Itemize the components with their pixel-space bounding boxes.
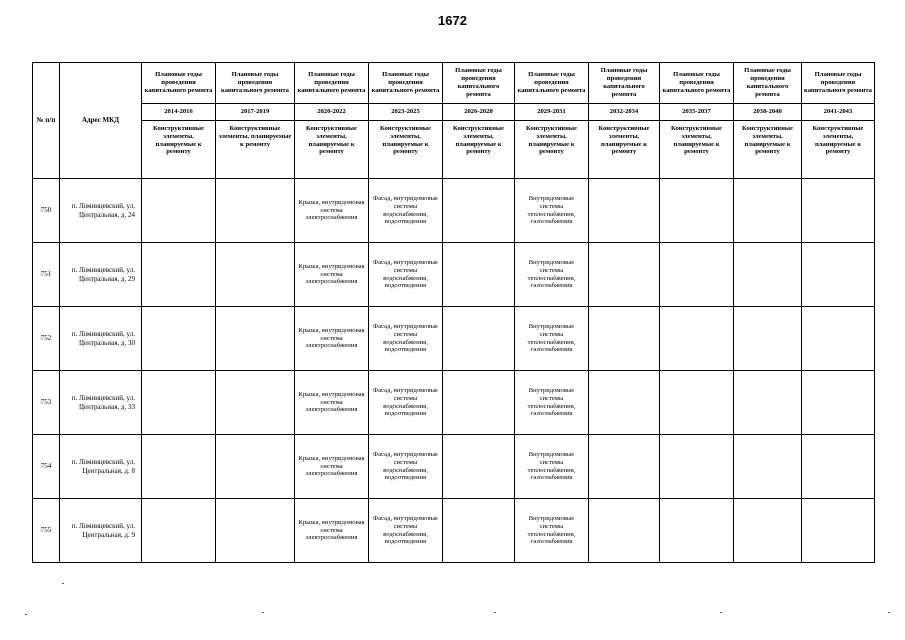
repair-cell — [660, 499, 734, 563]
period-years: 2017-2019 — [216, 104, 295, 121]
period-subheader: Конструктивные элементы, планируемые к ремонту — [142, 121, 216, 179]
repair-cell: Фасад, внутридомовые системы водоснабжения, водоотведения — [369, 499, 443, 563]
repair-cell — [589, 179, 660, 243]
period-header: Плановые годы проведения капитального ремонта — [802, 63, 875, 104]
repair-cell — [216, 179, 295, 243]
period-subheader: Конструктивные элементы, планируемые к ремонту — [443, 121, 515, 179]
table-header — [33, 63, 875, 179]
period-header: Плановые годы проведения капитального ремонта — [216, 63, 295, 104]
period-header: Плановые годы проведения капитального ремонта — [443, 63, 515, 104]
repair-cell — [660, 371, 734, 435]
repair-cell — [660, 435, 734, 499]
repair-cell: Фасад, внутридомовые системы водоснабжения, водоотведения — [369, 179, 443, 243]
repair-cell: Крыша, внутридомовая система электроснабжения — [295, 499, 369, 563]
repair-cell — [142, 243, 216, 307]
repair-cell — [142, 499, 216, 563]
period-subheader: Конструктивные элементы, планируемые к ремонту — [295, 121, 369, 179]
repair-cell — [734, 243, 802, 307]
period-years: 2035-2037 — [660, 104, 734, 121]
repair-cell: Внутридомовые системы теплоснабжения, газоснабжения — [515, 243, 589, 307]
repair-cell: Внутридомовые системы теплоснабжения, газоснабжения — [515, 307, 589, 371]
repair-cell — [734, 435, 802, 499]
repair-cell — [142, 307, 216, 371]
repair-cell — [802, 499, 875, 563]
repair-cell — [802, 371, 875, 435]
table-row — [33, 243, 875, 307]
repair-cell — [802, 435, 875, 499]
repair-cell: Фасад, внутридомовые системы водоснабжения, водоотведения — [369, 435, 443, 499]
repair-cell — [216, 435, 295, 499]
period-subheader: Конструктивные элементы, планируемые к ремонту — [369, 121, 443, 179]
repair-cell: Фасад, внутридомовые системы водоснабжения, водоотведения — [369, 371, 443, 435]
table-row — [33, 435, 875, 499]
repair-cell — [443, 179, 515, 243]
repair-cell — [802, 307, 875, 371]
table-body — [33, 179, 875, 563]
repair-cell: Крыша, внутридомовая система электроснабжения — [295, 435, 369, 499]
repair-cell: Внутридомовые системы теплоснабжения, газоснабжения — [515, 435, 589, 499]
repair-cell: Крыша, внутридомовая система электроснабжения — [295, 371, 369, 435]
repair-cell: Фасад, внутридомовые системы водоснабжения, водоотведения — [369, 307, 443, 371]
table-row — [33, 307, 875, 371]
repair-cell — [734, 499, 802, 563]
period-years: 2023-2025 — [369, 104, 443, 121]
repair-cell — [660, 179, 734, 243]
repair-cell: Крыша, внутридомовая система электроснабжения — [295, 243, 369, 307]
repair-cell: Крыша, внутридомовая система электроснабжения — [295, 307, 369, 371]
row-address: п. Ломинцевский, ул. Центральная, д. 9 — [60, 499, 142, 563]
period-subheader: Конструктивные элементы, планируемые к ремонту — [589, 121, 660, 179]
period-header: Плановые годы проведения капитального ремонта — [515, 63, 589, 104]
period-years: 2014-2016 — [142, 104, 216, 121]
period-subheader: Конструктивные элементы, планируемые к ремонту — [660, 121, 734, 179]
row-number: 754 — [33, 435, 60, 499]
repair-cell — [216, 499, 295, 563]
repair-cell — [443, 499, 515, 563]
period-subheader: Конструктивные элементы, планируемые к ремонту — [802, 121, 875, 179]
repair-cell: Крыша, внутридомовая система электроснабжения — [295, 179, 369, 243]
row-address: п. Ломинцевский, ул. Центральная, д. 33 — [60, 371, 142, 435]
repair-cell: Внутридомовые системы теплоснабжения, газоснабжения — [515, 499, 589, 563]
period-subheader: Конструктивные элементы, планируемые к ремонту — [515, 121, 589, 179]
repair-cell — [589, 371, 660, 435]
row-number: 752 — [33, 307, 60, 371]
table-row — [33, 371, 875, 435]
table-row — [33, 499, 875, 563]
period-header: Плановые годы проведения капитального ремонта — [589, 63, 660, 104]
repair-cell — [216, 243, 295, 307]
row-number: 750 — [33, 179, 60, 243]
repair-cell — [589, 243, 660, 307]
row-address: п. Ломинцевский, ул. Центральная, д. 8 — [60, 435, 142, 499]
period-years: 2038-2040 — [734, 104, 802, 121]
repair-cell — [660, 243, 734, 307]
period-header: Плановые годы проведения капитального ремонта — [369, 63, 443, 104]
repair-cell — [589, 307, 660, 371]
repair-cell — [802, 179, 875, 243]
repair-cell — [142, 435, 216, 499]
repair-cell — [802, 243, 875, 307]
repair-cell: Внутридомовые системы теплоснабжения, газоснабжения — [515, 371, 589, 435]
row-address: п. Ломинцевский, ул. Центральная, д. 30 — [60, 307, 142, 371]
period-subheader: Конструктивные элементы, планируемые к ремонту — [216, 121, 295, 179]
period-years: 2026-2028 — [443, 104, 515, 121]
capital-repair-table — [32, 62, 875, 563]
column-header-address: Адрес МКД — [60, 63, 142, 179]
repair-cell — [443, 243, 515, 307]
period-years: 2041-2043 — [802, 104, 875, 121]
repair-cell: Фасад, внутридомовые системы водоснабжения, водоотведения — [369, 243, 443, 307]
repair-cell — [142, 179, 216, 243]
repair-cell — [443, 307, 515, 371]
period-header: Плановые годы проведения капитального ремонта — [142, 63, 216, 104]
period-header: Плановые годы проведения капитального ремонта — [660, 63, 734, 104]
repair-cell — [589, 499, 660, 563]
repair-cell — [443, 435, 515, 499]
row-number: 751 — [33, 243, 60, 307]
row-address: п. Ломинцевский, ул. Центральная, д. 29 — [60, 243, 142, 307]
period-header: Плановые годы проведения капитального ремонта — [295, 63, 369, 104]
repair-cell — [216, 371, 295, 435]
repair-cell — [734, 371, 802, 435]
table-row — [33, 179, 875, 243]
repair-cell — [660, 307, 734, 371]
period-subheader: Конструктивные элементы, планируемые к ремонту — [734, 121, 802, 179]
row-number: 755 — [33, 499, 60, 563]
period-years: 2032-2034 — [589, 104, 660, 121]
page-number: 1672 — [438, 13, 467, 28]
period-header: Плановые годы проведения капитального ремонта — [734, 63, 802, 104]
period-years: 2020-2022 — [295, 104, 369, 121]
repair-cell — [142, 371, 216, 435]
period-years: 2029-2031 — [515, 104, 589, 121]
repair-cell: Внутридомовые системы теплоснабжения, газоснабжения — [515, 179, 589, 243]
column-header-number: № п/п — [33, 63, 60, 179]
repair-cell — [734, 307, 802, 371]
repair-cell — [216, 307, 295, 371]
repair-cell — [443, 371, 515, 435]
row-number: 753 — [33, 371, 60, 435]
repair-cell — [589, 435, 660, 499]
repair-cell — [734, 179, 802, 243]
row-address: п. Ломинцевский, ул. Центральная, д. 24 — [60, 179, 142, 243]
